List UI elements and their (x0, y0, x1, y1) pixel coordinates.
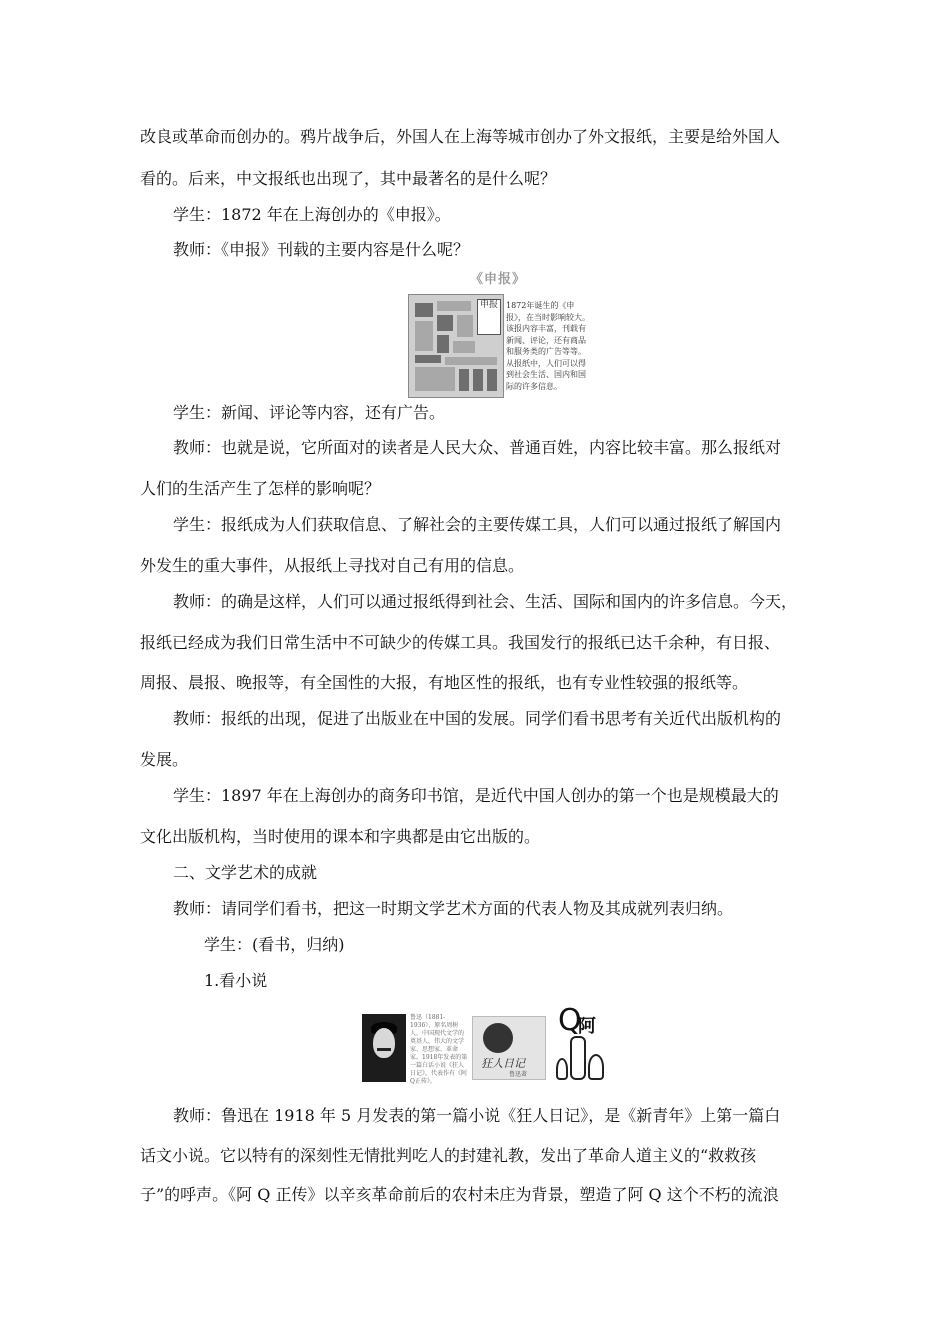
paragraph-line: 发展。 (140, 750, 189, 769)
paragraph-line: 教师：《申报》刊载的主要内容是什么呢？ (173, 240, 470, 259)
paragraph-line: 报纸已经成为我们日常生活中不可缺少的传媒工具。我国发行的报纸已达千余种，有日报、 (140, 633, 781, 652)
ah-q-illustration (556, 1003, 610, 1086)
luxun-figures (360, 1003, 610, 1086)
aq-char: 阿 (578, 1016, 596, 1037)
paragraph-line: 周报、晨报、晚报等，有全国性的大报，有地区性的报纸，也有专业性较强的报纸等。 (140, 673, 749, 692)
paragraph-line: 学生：1897 年在上海创办的商务印书馆，是近代中国人创办的第一个也是规模最大的 (173, 786, 779, 805)
luxun-bio-text: 鲁迅（1881-1936），原名周树人，中国现代文学的奠基人，伟大的文学家、思想家、革命家。1918年发表的第一篇白话小说《狂人日记》，代表作有《阿Q正传》。 (410, 1014, 468, 1085)
luxun-portrait-image (362, 1014, 406, 1082)
newspaper-masthead: 申报 (477, 299, 501, 335)
paragraph-line: 教师：的确是这样，人们可以通过报纸得到社会、生活、国际和国内的许多信息。今天， (173, 592, 798, 611)
cover-title: 狂人日记 (481, 1057, 525, 1070)
paragraph-line: 学生：报纸成为人们获取信息、了解社会的主要传媒工具，人们可以通过报纸了解国内 (173, 515, 782, 534)
paragraph-line: 教师：鲁迅在 1918 年 5 月发表的第一篇小说《狂人日记》，是《新青年》上第一篇白 (173, 1106, 781, 1125)
newspaper-image (408, 294, 504, 398)
shenbao-figure (406, 268, 590, 398)
subsection-heading: 1.看小说 (204, 971, 268, 990)
paragraph-line: 教师：也就是说，它所面对的读者是人民大众、普通百姓，内容比较丰富。那么报纸对 (173, 438, 782, 457)
paragraph-line: 学生：(看书，归纳) (204, 935, 345, 954)
paragraph-line: 子”的呼声。《阿 Q 正传》以辛亥革命前后的农村未庄为背景，塑造了阿 Q 这个不朽的流浪 (140, 1185, 779, 1204)
paragraph-line: 学生：1872 年在上海创办的《申报》。 (173, 205, 451, 224)
paragraph-line: 改良或革命而创办的。鸦片战争后，外国人在上海等城市创办了外文报纸，主要是给外国人 (140, 127, 781, 146)
paragraph-line: 人们的生活产生了怎样的影响呢？ (140, 479, 381, 498)
cover-subtitle: 鲁迅著 (509, 1071, 528, 1078)
paragraph-line: 教师：请同学们看书，把这一时期文学艺术方面的代表人物及其成就列表归纳。 (173, 899, 734, 918)
paragraph-line: 外发生的重大事件，从报纸上寻找对自己有用的信息。 (140, 556, 525, 575)
paragraph-line: 文化出版机构，当时使用的课本和字典都是由它出版的。 (140, 827, 541, 846)
paragraph-line: 看的。后来，中文报纸也出现了，其中最著名的是什么呢？ (140, 169, 557, 188)
aq-letter: Q (558, 1003, 582, 1038)
diary-cover-image (472, 1016, 546, 1080)
paragraph-line: 学生：新闻、评论等内容，还有广告。 (173, 403, 446, 422)
figure-description: 1872年诞生的《申报》，在当时影响较大。该报内容丰富，刊载有新闻、评论，还有商品和服务类的广告等等。从报纸中，人们可以得到社会生活、国内和国际的许多信息。 (506, 301, 590, 391)
figure-caption: 《申报》 (469, 272, 526, 287)
paragraph-line: 话文小说。它以特有的深刻性无情批判吃人的封建礼教，发出了革命人道主义的“救救孩 (140, 1146, 757, 1165)
section-heading: 二、文学艺术的成就 (173, 863, 318, 882)
paragraph-line: 教师：报纸的出现，促进了出版业在中国的发展。同学们看书思考有关近代出版机构的 (173, 709, 782, 728)
